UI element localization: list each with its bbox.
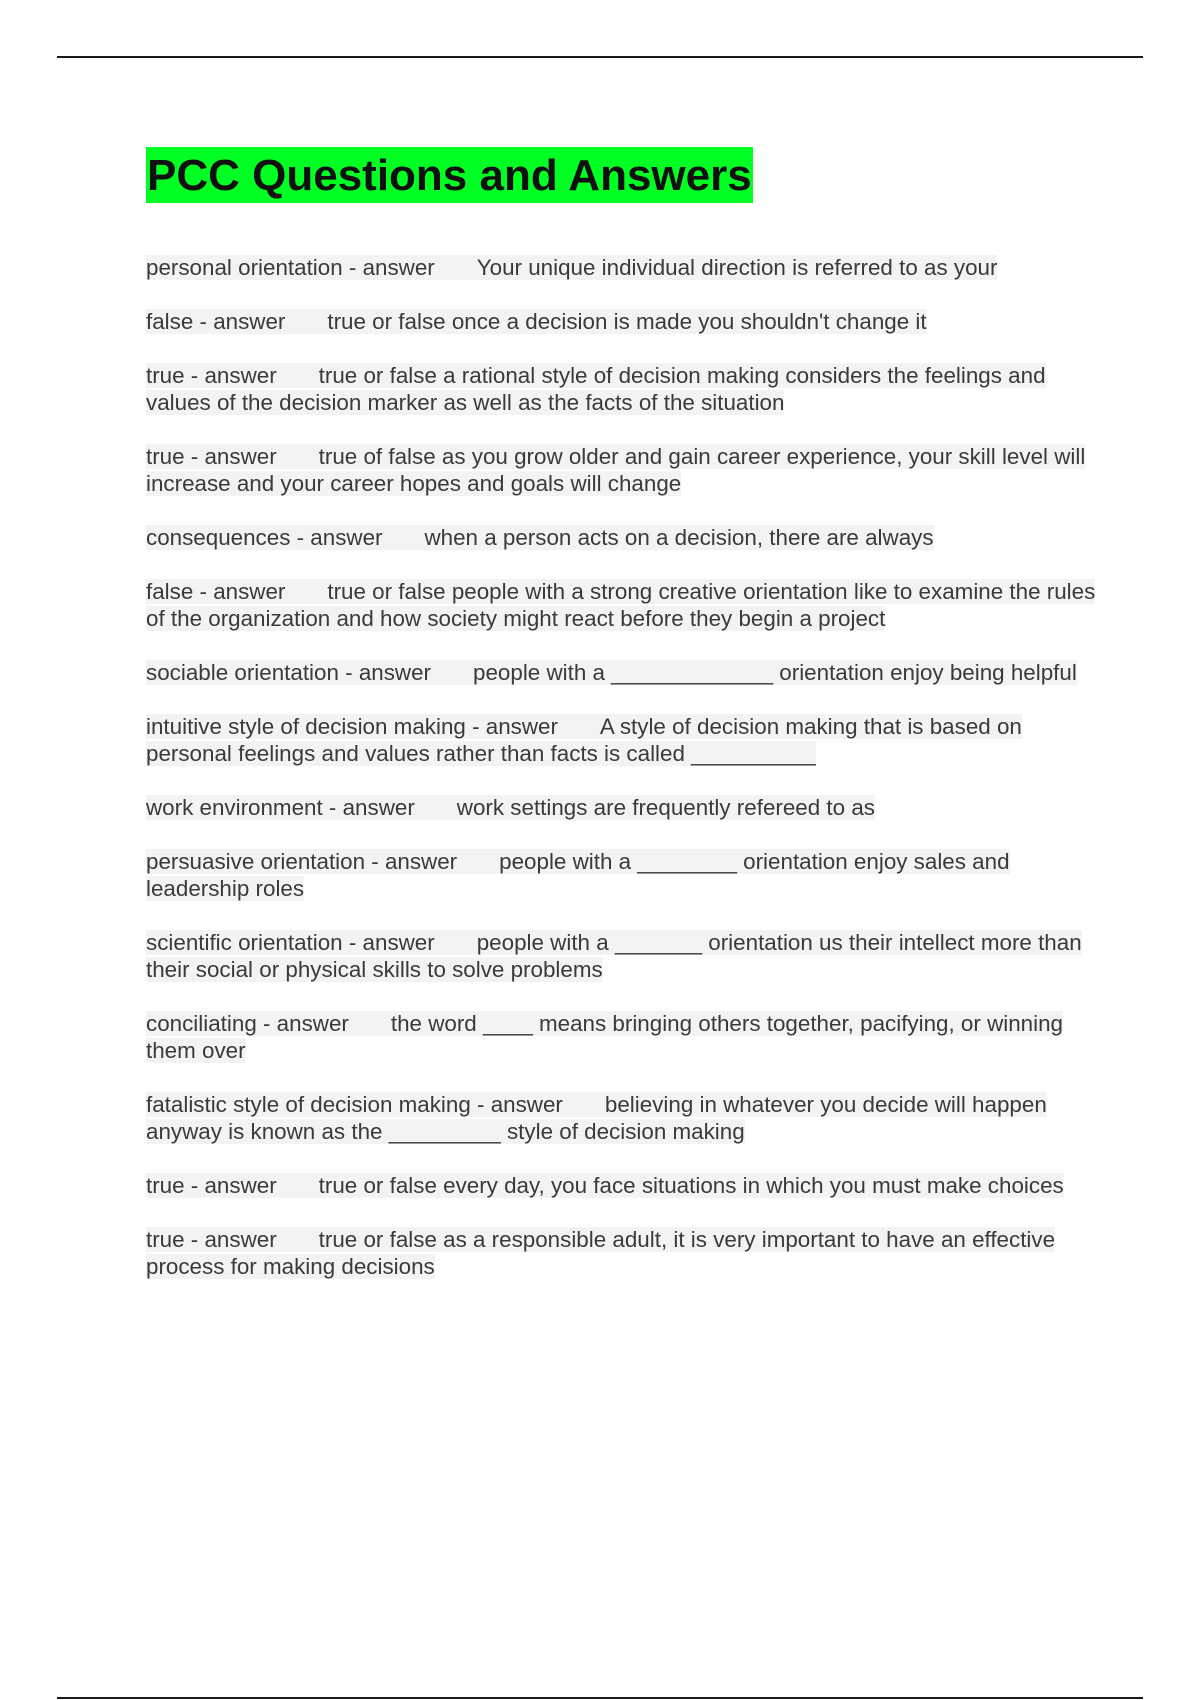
qa-item [146,578,1096,632]
qa-item [146,929,1096,983]
qa-answer: consequences - answer [146,525,383,550]
qa-question: true or false a rational style of decision making considers the feelings and values of the decision marker as well as the facts of the situation [146,363,1046,415]
qa-question: true of false as you grow older and gain career experience, your skill level will increase and your career hopes and goals will change [146,444,1086,496]
qa-question: true or false once a decision is made you shouldn't change it [327,309,927,334]
qa-question: work settings are frequently refereed to as [456,795,875,820]
qa-question: people with a _______ orientation us their intellect more than their social or physical skills to solve problems [146,930,1082,982]
document-title: PCC Questions and Answers [146,147,753,203]
qa-item [146,659,1096,686]
qa-question: believing in whatever you decide will happen anyway is known as the _________ style of decision making [146,1092,1047,1144]
qa-answer: false - answer [146,579,286,604]
qa-answer: fatalistic style of decision making - answer [146,1092,563,1117]
qa-question: Your unique individual direction is referred to as your [476,255,998,280]
qa-question: true or false as a responsible adult, it is very important to have an effective process for making decisions [146,1227,1056,1279]
qa-answer: true - answer [146,1173,277,1198]
qa-answer: personal orientation - answer [146,255,435,280]
qa-answer: sociable orientation - answer [146,660,432,685]
qa-answer: true - answer [146,1227,277,1252]
qa-question: the word ____ means bringing others together, pacifying, or winning them over [146,1011,1063,1063]
qa-answer: work environment - answer [146,795,415,820]
qa-item [146,443,1096,497]
qa-question: when a person acts on a decision, there are always [424,525,934,550]
bottom-rule [57,1697,1143,1699]
qa-item [146,524,1096,551]
qa-item [146,1226,1096,1280]
qa-question: people with a ________ orientation enjoy sales and leadership roles [146,849,1010,901]
qa-question: true or false people with a strong creative orientation like to examine the rules of the organization and how society might react before they begin a project [146,579,1096,631]
qa-answer: scientific orientation - answer [146,930,435,955]
qa-question: true or false every day, you face situations in which you must make choices [318,1173,1064,1198]
qa-item [146,308,1096,335]
qa-answer: intuitive style of decision making - answer [146,714,558,739]
qa-item [146,362,1096,416]
qa-list [146,254,1096,1307]
qa-item [146,794,1096,821]
qa-question: people with a _____________ orientation enjoy being helpful [473,660,1077,685]
qa-answer: false - answer [146,309,286,334]
qa-answer: persuasive orientation - answer [146,849,458,874]
qa-item [146,1010,1096,1064]
qa-item [146,848,1096,902]
qa-item [146,1172,1096,1199]
qa-question: A style of decision making that is based on personal feelings and values rather than facts is called __________ [146,714,1022,766]
top-rule [57,56,1143,58]
qa-item [146,713,1096,767]
qa-item [146,1091,1096,1145]
qa-item [146,254,1096,281]
qa-answer: conciliating - answer [146,1011,349,1036]
qa-answer: true - answer [146,444,277,469]
qa-answer: true - answer [146,363,277,388]
